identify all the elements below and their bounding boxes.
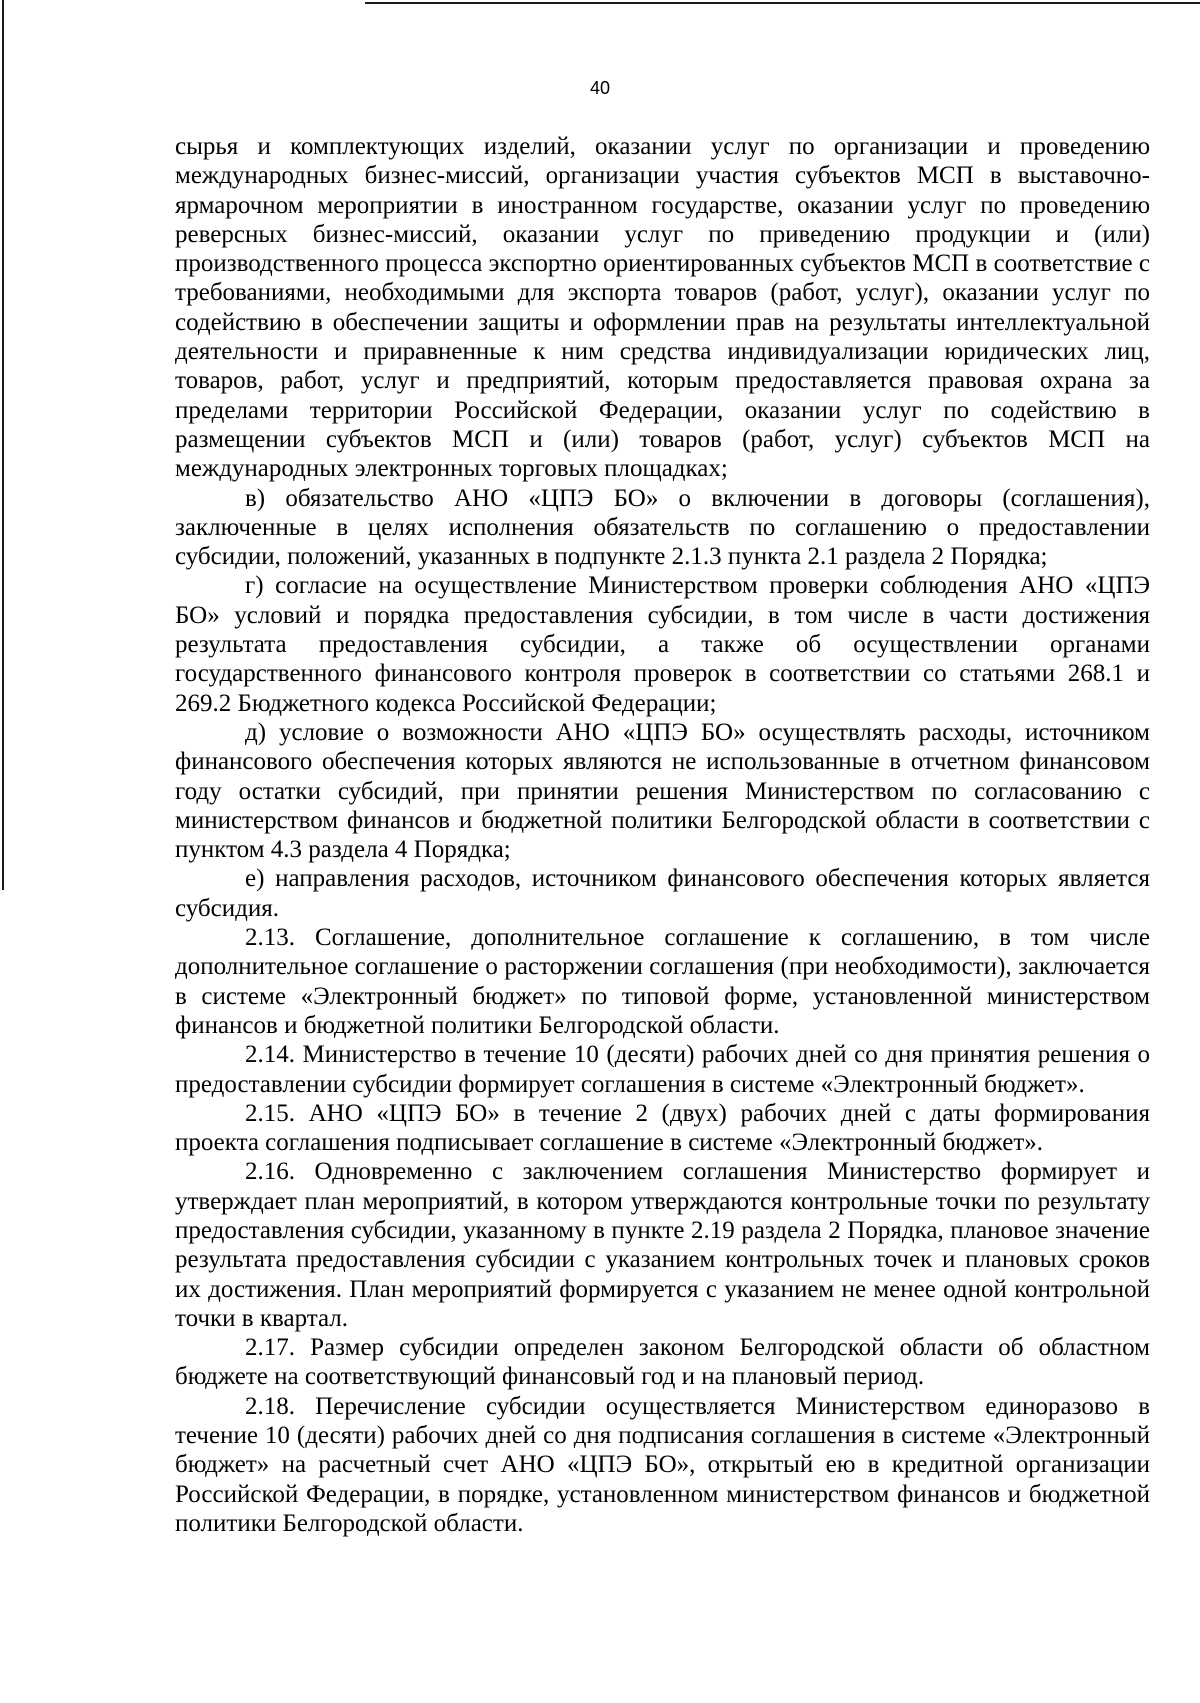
paragraph: 2.18. Перечисление субсидии осуществляется Министерством единоразово в течение 10 (десяти) рабочих дней со дня подписания соглашения в системе «Электронный бюджет» на расчетный счет АНО «ЦПЭ БО», открытый ею в кредитной организации Российской Федерации, в порядке, установленном министерством финансов и бюджетной политики Белгородской области.	[175, 1392, 1150, 1537]
page-number: 40	[589, 78, 611, 98]
paragraph: 2.16. Одновременно с заключением соглашения Министерство формирует и утверждает план мероприятий, в котором утверждаются контрольные точки по результату предоставления субсидии, указанному в пункте 2.19 раздела 2 Порядка, плановое значение результата предоставления субсидии с указанием контрольных точек и плановых сроков их достижения. План мероприятий формируется с указанием не менее одной контрольной точки в квартал.	[175, 1158, 1150, 1332]
paragraph: 2.17. Размер субсидии определен законом Белгородской области об областном бюджете на соответствующий финансовый год и на плановый период.	[175, 1334, 1150, 1391]
paragraph: в) обязательство АНО «ЦПЭ БО» о включении в договоры (соглашения), заключенные в целях исполнения обязательств по соглашению о предоставлении субсидии, положений, указанных в подпункте 2.1.3 пункта 2.1 раздела 2 Порядка;	[175, 484, 1150, 571]
document-body	[175, 132, 1150, 1538]
paragraph: сырья и комплектующих изделий, оказании услуг по организации и проведению международных бизнес-миссий, организации участия субъектов МСП в выставочно-ярмарочном мероприятии в иностранном государстве, оказании услуг по проведению реверсных бизнес-миссий, оказании услуг по приведению продукции и (или) производственного процесса экспортно ориентированных субъектов МСП в соответствие с требованиями, необходимыми для экспорта товаров (работ, услуг), оказании услуг по содействию в обеспечении защиты и оформлении прав на результаты интеллектуальной деятельности и приравненные к ним средства индивидуализации юридических лиц, товаров, работ, услуг и предприятий, которым предоставляется правовая охрана за пределами территории Российской Федерации, оказании услуг по содействию в размещении субъектов МСП и (или) товаров (работ, услуг) субъектов МСП на международных электронных торговых площадках;	[175, 133, 1150, 483]
paragraph: 2.13. Соглашение, дополнительное соглашение к соглашению, в том числе дополнительное соглашение о расторжении соглашения (при необходимости), заключается в системе «Электронный бюджет» по типовой форме, установленной министерством финансов и бюджетной политики Белгородской области.	[175, 924, 1150, 1039]
paragraph: е) направления расходов, источником финансового обеспечения которых является субсидия.	[175, 865, 1150, 922]
paragraph: г) согласие на осуществление Министерством проверки соблюдения АНО «ЦПЭ БО» условий и порядка предоставления субсидии, в том числе в части достижения результата предоставления субсидии, а также об осуществлении органами государственного финансового контроля проверок в соответствии со статьями 268.1 и 269.2 Бюджетного кодекса Российской Федерации;	[175, 572, 1150, 717]
paragraph: д) условие о возможности АНО «ЦПЭ БО» осуществлять расходы, источником финансового обеспечения которых являются не использованные в отчетном финансовом году остатки субсидий, при принятии решения Министерством по согласованию с министерством финансов и бюджетной политики Белгородской области в соответствии с пунктом 4.3 раздела 4 Порядка;	[175, 718, 1150, 864]
scan-border-top	[365, 2, 1200, 4]
paragraph: 2.15. АНО «ЦПЭ БО» в течение 2 (двух) рабочих дней с даты формирования проекта соглашения подписывает соглашение в системе «Электронный бюджет».	[175, 1099, 1150, 1157]
paragraph: 2.14. Министерство в течение 10 (десяти) рабочих дней со дня принятия решения о предоставлении субсидии формирует соглашения в системе «Электронный бюджет».	[175, 1041, 1150, 1098]
scan-border-left	[2, 0, 4, 890]
